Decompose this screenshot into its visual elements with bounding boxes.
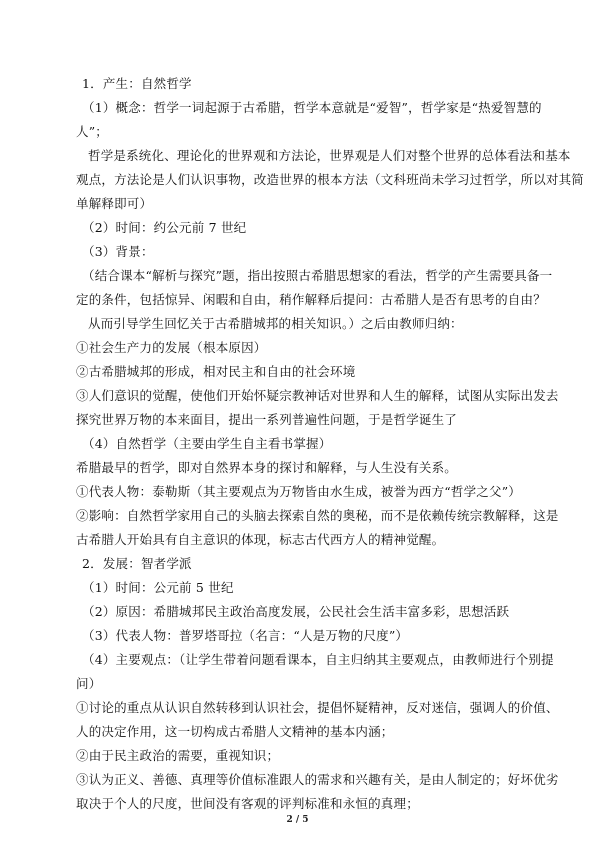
text-line: ②影响：自然哲学家用自己的头脑去探索自然的奥秘，而不是依赖传统宗教解释，这是 [76, 508, 559, 523]
text-line: （4）主要观点：（让学生带着问题看课本，自主归纳其主要观点，由教师进行个别提 [82, 652, 554, 667]
text-line: （2）时间：约公元前 7 世纪 [82, 220, 247, 235]
text-line: （结合课本“解析与探究”题，指出按照古希腊思想家的看法，哲学的产生需要具备一 [82, 268, 553, 283]
text-line: ②由于民主政治的需要，重视知识； [76, 748, 280, 763]
text-line: ③认为正义、善德、真理等价值标准跟人的需求和兴趣有关，是由人制定的；好坏优劣 [76, 772, 559, 787]
text-line: （1）概念：哲学一词起源于古希腊，哲学本意就是“爱智”，哲学家是“热爱智慧的 [82, 100, 542, 115]
text-line: ②古希腊城邦的形成，相对民主和自由的社会环境 [76, 364, 356, 379]
text-line: （4）自然哲学（主要由学生自主看书掌握） [82, 436, 332, 451]
text-line: 问） [76, 676, 102, 691]
text-line: （3）背景： [82, 244, 154, 259]
text-line: 人的决定作用，这一切构成古希腊人文精神的基本内涵； [76, 724, 394, 739]
text-line: 观点，方法论是人们认识事物，改造世界的根本方法（文科班尚未学习过哲学，所以对其简 [76, 172, 585, 187]
text-line: 古希腊人开始具有自主意识的体现，标志古代西方人的精神觉醒。 [76, 532, 445, 547]
text-line: ①社会生产力的发展（根本原因） [76, 340, 267, 355]
text-line: （2）原因：希腊城邦民主政治高度发展，公民社会生活丰富多彩，思想活跃 [82, 604, 510, 619]
text-line: ③人们意识的觉醒，使他们开始怀疑宗教神话对世界和人生的解释，试图从实际出发去 [76, 388, 559, 403]
page-content [76, 72, 585, 816]
heading-1: 1．产生：自然哲学 [82, 76, 192, 91]
text-line: ①代表人物：泰勒斯（其主要观点为万物皆由水生成，被誉为西方“哲学之父”） [76, 484, 521, 499]
text-line: （1）时间：公元前 5 世纪 [82, 580, 234, 595]
text-line: 定的条件，包括惊异、闲暇和自由，稍作解释后提问：古希腊人是否有思考的自由？ [76, 292, 546, 307]
text-line: 取决于个人的尺度，世间没有客观的评判标准和永恒的真理； [76, 796, 419, 811]
text-line: 单解释即可） [76, 196, 153, 211]
page-number: 2 / 5 [286, 815, 309, 825]
heading-2: 2．发展：智者学派 [82, 556, 192, 571]
text-line: 希腊最早的哲学，即对自然界本身的探讨和解释，与人生没有关系。 [76, 460, 458, 475]
text-line: 人”； [76, 124, 108, 139]
text-line: 探究世界万物的本来面目，提出一系列普遍性问题，于是哲学诞生了 [76, 412, 458, 427]
text-line: （3）代表人物：普罗塔哥拉（名言：“人是万物的尺度”） [82, 628, 409, 643]
text-line: ①讨论的重点从认识自然转移到认识社会，提倡怀疑精神，反对迷信，强调人的价值、 [76, 700, 559, 715]
text-line: 哲学是系统化、理论化的世界观和方法论，世界观是人们对整个世界的总体看法和基本 [88, 148, 571, 163]
text-line: 从而引导学生回忆关于古希腊城邦的相关知识。）之后由教师归纳： [88, 316, 463, 331]
